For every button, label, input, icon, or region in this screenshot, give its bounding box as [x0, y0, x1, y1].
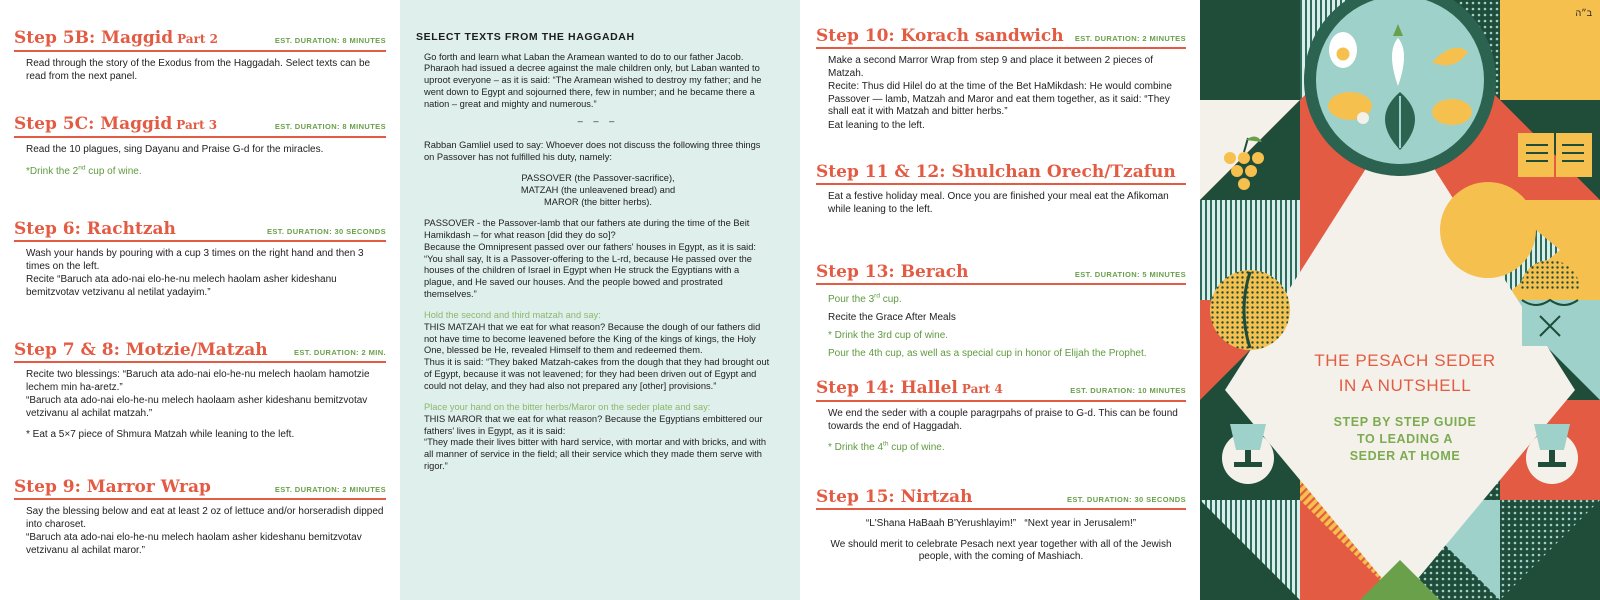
- step-13-pour-third: Pour the 3rd cup.: [828, 292, 902, 305]
- panel-steps-10-15: [800, 0, 1200, 600]
- instruction-matzah: Hold the second and third matzah and say:: [424, 310, 601, 321]
- step-15: [816, 487, 1186, 565]
- step-5c-header: [14, 114, 386, 138]
- step-5c-text: Read the 10 plagues, sing Dayanu and Praise G-d for the miracles.: [26, 144, 324, 155]
- step-10-duration: EST. DURATION: 2 MINUTES: [1074, 34, 1186, 43]
- step-14-drink-note: * Drink the 4th cup of wine.: [828, 440, 945, 453]
- haggadah-paragraph-laban: Go forth and learn what Laban the Aramean wanted to do to our father Jacob. Pharaoh had issued a decree against the male children only, but Laban wanted to uproot everyone – as it is said: “The Aramean wished to destroy my father; and he went down to Egypt and sojourned there, few in number; and he became there a nation – great and mighty and numerous.”: [424, 51, 762, 109]
- step-15-header: [816, 487, 1186, 510]
- step-9-header: [14, 477, 386, 500]
- step-9: [14, 477, 386, 558]
- step-5c-title: Step 5C: Maggid Part 3: [14, 114, 218, 134]
- step-6: [14, 219, 386, 300]
- haggadah-paragraph-matzah: THIS MATZAH that we eat for what reason? Because the dough of our fathers did not have time to become leavened before the King of the kings of kings, the Holy One, blessed be He, revealed Himself to them and redeemed them.: [424, 322, 761, 356]
- step-15-title: Step 15: Nirtzah: [816, 487, 973, 507]
- step-9-duration: EST. DURATION: 2 MINUTES: [274, 485, 386, 494]
- haggadah-paragraph-gamliel: Rabban Gamliel used to say: Whoever does not discuss the following three things on Passover has not fulfilled his duty, namely:: [424, 139, 761, 162]
- step-13-header: [816, 262, 1186, 285]
- step-13-pour-fourth: Pour the 4th cup, as well as a special cup in honor of Elijah the Prophet.: [828, 348, 1147, 359]
- step-9-title: Step 9: Marror Wrap: [14, 477, 211, 497]
- step-11-12-title: Step 11 & 12: Shulchan Orech/Tzafun: [816, 162, 1176, 182]
- list-item: PASSOVER (the Passover-sacrifice),: [521, 173, 675, 184]
- step-7-8-title: Step 7 & 8: Motzie/Matzah: [14, 340, 268, 360]
- step-11-12-text: Eat a festive holiday meal. Once you are finished your meal eat the Afikoman while leaning to the left.: [828, 191, 1169, 215]
- step-6-text-1: Wash your hands by pouring with a cup 3 times on the right hand and then 3 times on the left.: [26, 248, 364, 272]
- step-7-8-text-2: “Baruch ata ado-nai elo-he-nu melech haolaam asher kideshanu bemitzvotav vetzivanu al achilat matzah.”: [26, 395, 368, 419]
- step-7-8-note: * Eat a 5×7 piece of Shmura Matzah while leaning to the left.: [26, 429, 295, 440]
- step-13-drink-note: * Drink the 3rd cup of wine.: [828, 330, 949, 341]
- step-13-title: Step 13: Berach: [816, 262, 969, 282]
- step-13-duration: EST. DURATION: 5 MINUTES: [1074, 270, 1186, 279]
- step-9-text-2: “Baruch ata ado-nai elo-he-nu melech haolam asher kideshanu bemitzvotav vetzivanu al achilat maror.”: [26, 532, 362, 556]
- step-6-header: [14, 219, 386, 242]
- step-10-title: Step 10: Korach sandwich: [816, 26, 1064, 46]
- step-14: [816, 378, 1186, 456]
- step-7-8: [14, 340, 386, 443]
- step-10-text-3: Eat leaning to the left.: [828, 119, 925, 131]
- step-13: [816, 262, 1186, 363]
- cover-panel: [1200, 0, 1600, 600]
- panel-haggadah-texts: [400, 0, 800, 600]
- step-13-grace: Recite the Grace After Meals: [828, 312, 956, 323]
- cover-bh-mark: ב״ה: [1575, 8, 1592, 18]
- step-9-text-1: Say the blessing below and eat at least 2 oz of lettuce and/or horseradish dipped into charoset.: [26, 506, 384, 530]
- step-5b-title: Step 5B: Maggid Part 2: [14, 28, 218, 48]
- step-14-header: [816, 378, 1186, 402]
- step-10-text-2: Recite: Thus did Hilel do at the time of the Bet HaMikdash: He would combine Passover — lamb, Matzah and Maror and eat them together, as it said: “They shall eat it with Matzah and bitter herbs.”: [828, 81, 1172, 117]
- haggadah-quote-offering: “You shall say, It is a Passover-offering to the L-rd, because He passed over the houses of the children of Israel in Egypt when He struck the Egyptians with a plague, and He saved our houses. And the people bowed and prostrated themselves.”: [424, 253, 752, 299]
- step-11-12: [816, 162, 1186, 217]
- step-10-text-1: Make a second Marror Wrap from step 9 and place it between 2 pieces of Matzah.: [828, 55, 1153, 79]
- haggadah-quote-matzah: Thus it is said: “They baked Matzah-cakes from the dough that they had brought out of Egypt, because it was not leavened; for they had been driven out of Egypt and could not delay, and they had also not prepared any [other] provisions.”: [424, 357, 770, 391]
- step-5b-header: [14, 28, 386, 52]
- step-5c: [14, 114, 386, 179]
- haggadah-quote-maror: “They made their lives bitter with hard service, with mortar and with bricks, and with all manner of service in the field; all their service which they made them serve with rigor.”: [424, 437, 767, 471]
- haggadah-paragraph-maror: THIS MAROR that we eat for what reason? Because the Egyptians embittered our fathers' lives in Egypt, as it is said:: [424, 413, 763, 436]
- three-things-list: [424, 173, 772, 208]
- step-6-title: Step 6: Rachtzah: [14, 219, 176, 239]
- step-5c-duration: EST. DURATION: 8 MINUTES: [274, 122, 386, 131]
- cover-pattern-art: [1200, 0, 1600, 600]
- step-15-blessing: “L'Shana HaBaah B'Yerushlayim!” “Next year in Jerusalem!”: [865, 518, 1137, 529]
- instruction-maror: Place your hand on the bitter herbs/Maror on the seder plate and say:: [424, 402, 711, 413]
- step-5b-duration: EST. DURATION: 8 MINUTES: [274, 36, 386, 45]
- haggadah-paragraph-passover: PASSOVER - the Passover-lamb that our fathers ate during the time of the Beit Hamikdash – for what reason [did they do so]?: [424, 218, 750, 241]
- step-7-8-duration: EST. DURATION: 2 MIN.: [293, 348, 386, 357]
- step-10-header: [816, 26, 1186, 49]
- panel-steps-5b-9: [0, 0, 400, 600]
- step-10: [816, 26, 1186, 133]
- step-11-12-header: [816, 162, 1186, 185]
- step-5b-text: Read through the story of the Exodus from the Haggadah. Select texts can be read from the next panel.: [26, 58, 371, 82]
- step-14-duration: EST. DURATION: 10 MINUTES: [1070, 386, 1186, 395]
- haggadah-paragraph-omnipresent: Because the Omnipresent passed over our fathers' houses in Egypt, as it is said:: [424, 241, 756, 252]
- step-15-duration: EST. DURATION: 30 SECONDS: [1066, 495, 1186, 504]
- haggadah-heading: SELECT TEXTS FROM THE HAGGADAH: [416, 31, 635, 43]
- list-item: MAROR (the bitter herbs).: [544, 196, 652, 207]
- step-5b: [14, 28, 386, 84]
- step-6-duration: EST. DURATION: 30 SECONDS: [266, 227, 386, 236]
- step-15-text: We should merit to celebrate Pesach next year together with all of the Jewish people, with the coming of Mashiach.: [830, 538, 1172, 562]
- divider-dashes: – – –: [577, 116, 619, 127]
- cover-title: THE PESACH SEDER IN A NUTSHELL: [1314, 351, 1496, 395]
- step-7-8-header: [14, 340, 386, 363]
- step-6-text-2: Recite “Baruch ata ado-nai elo-he-nu melech haolam asher kideshanu bemitzvotav vetzivanu al netilat yadayim.”: [26, 274, 337, 298]
- list-item: MATZAH (the unleavened bread) and: [520, 185, 676, 196]
- step-14-text: We end the seder with a couple paragrpahs of praise to G-d. This can be found towards the end of Haggadah.: [828, 408, 1178, 432]
- cover-subtitle: STEP BY STEP GUIDE TO LEADING A SEDER AT HOME: [1333, 415, 1477, 463]
- step-5c-drink-note: *Drink the 2nd cup of wine.: [26, 164, 142, 177]
- step-14-title: Step 14: Hallel Part 4: [816, 378, 1003, 398]
- step-7-8-text-1: Recite two blessings: “Baruch ata ado-nai elo-he-nu melech haolam hamotzie lechem min ha-aretz.”: [26, 369, 370, 393]
